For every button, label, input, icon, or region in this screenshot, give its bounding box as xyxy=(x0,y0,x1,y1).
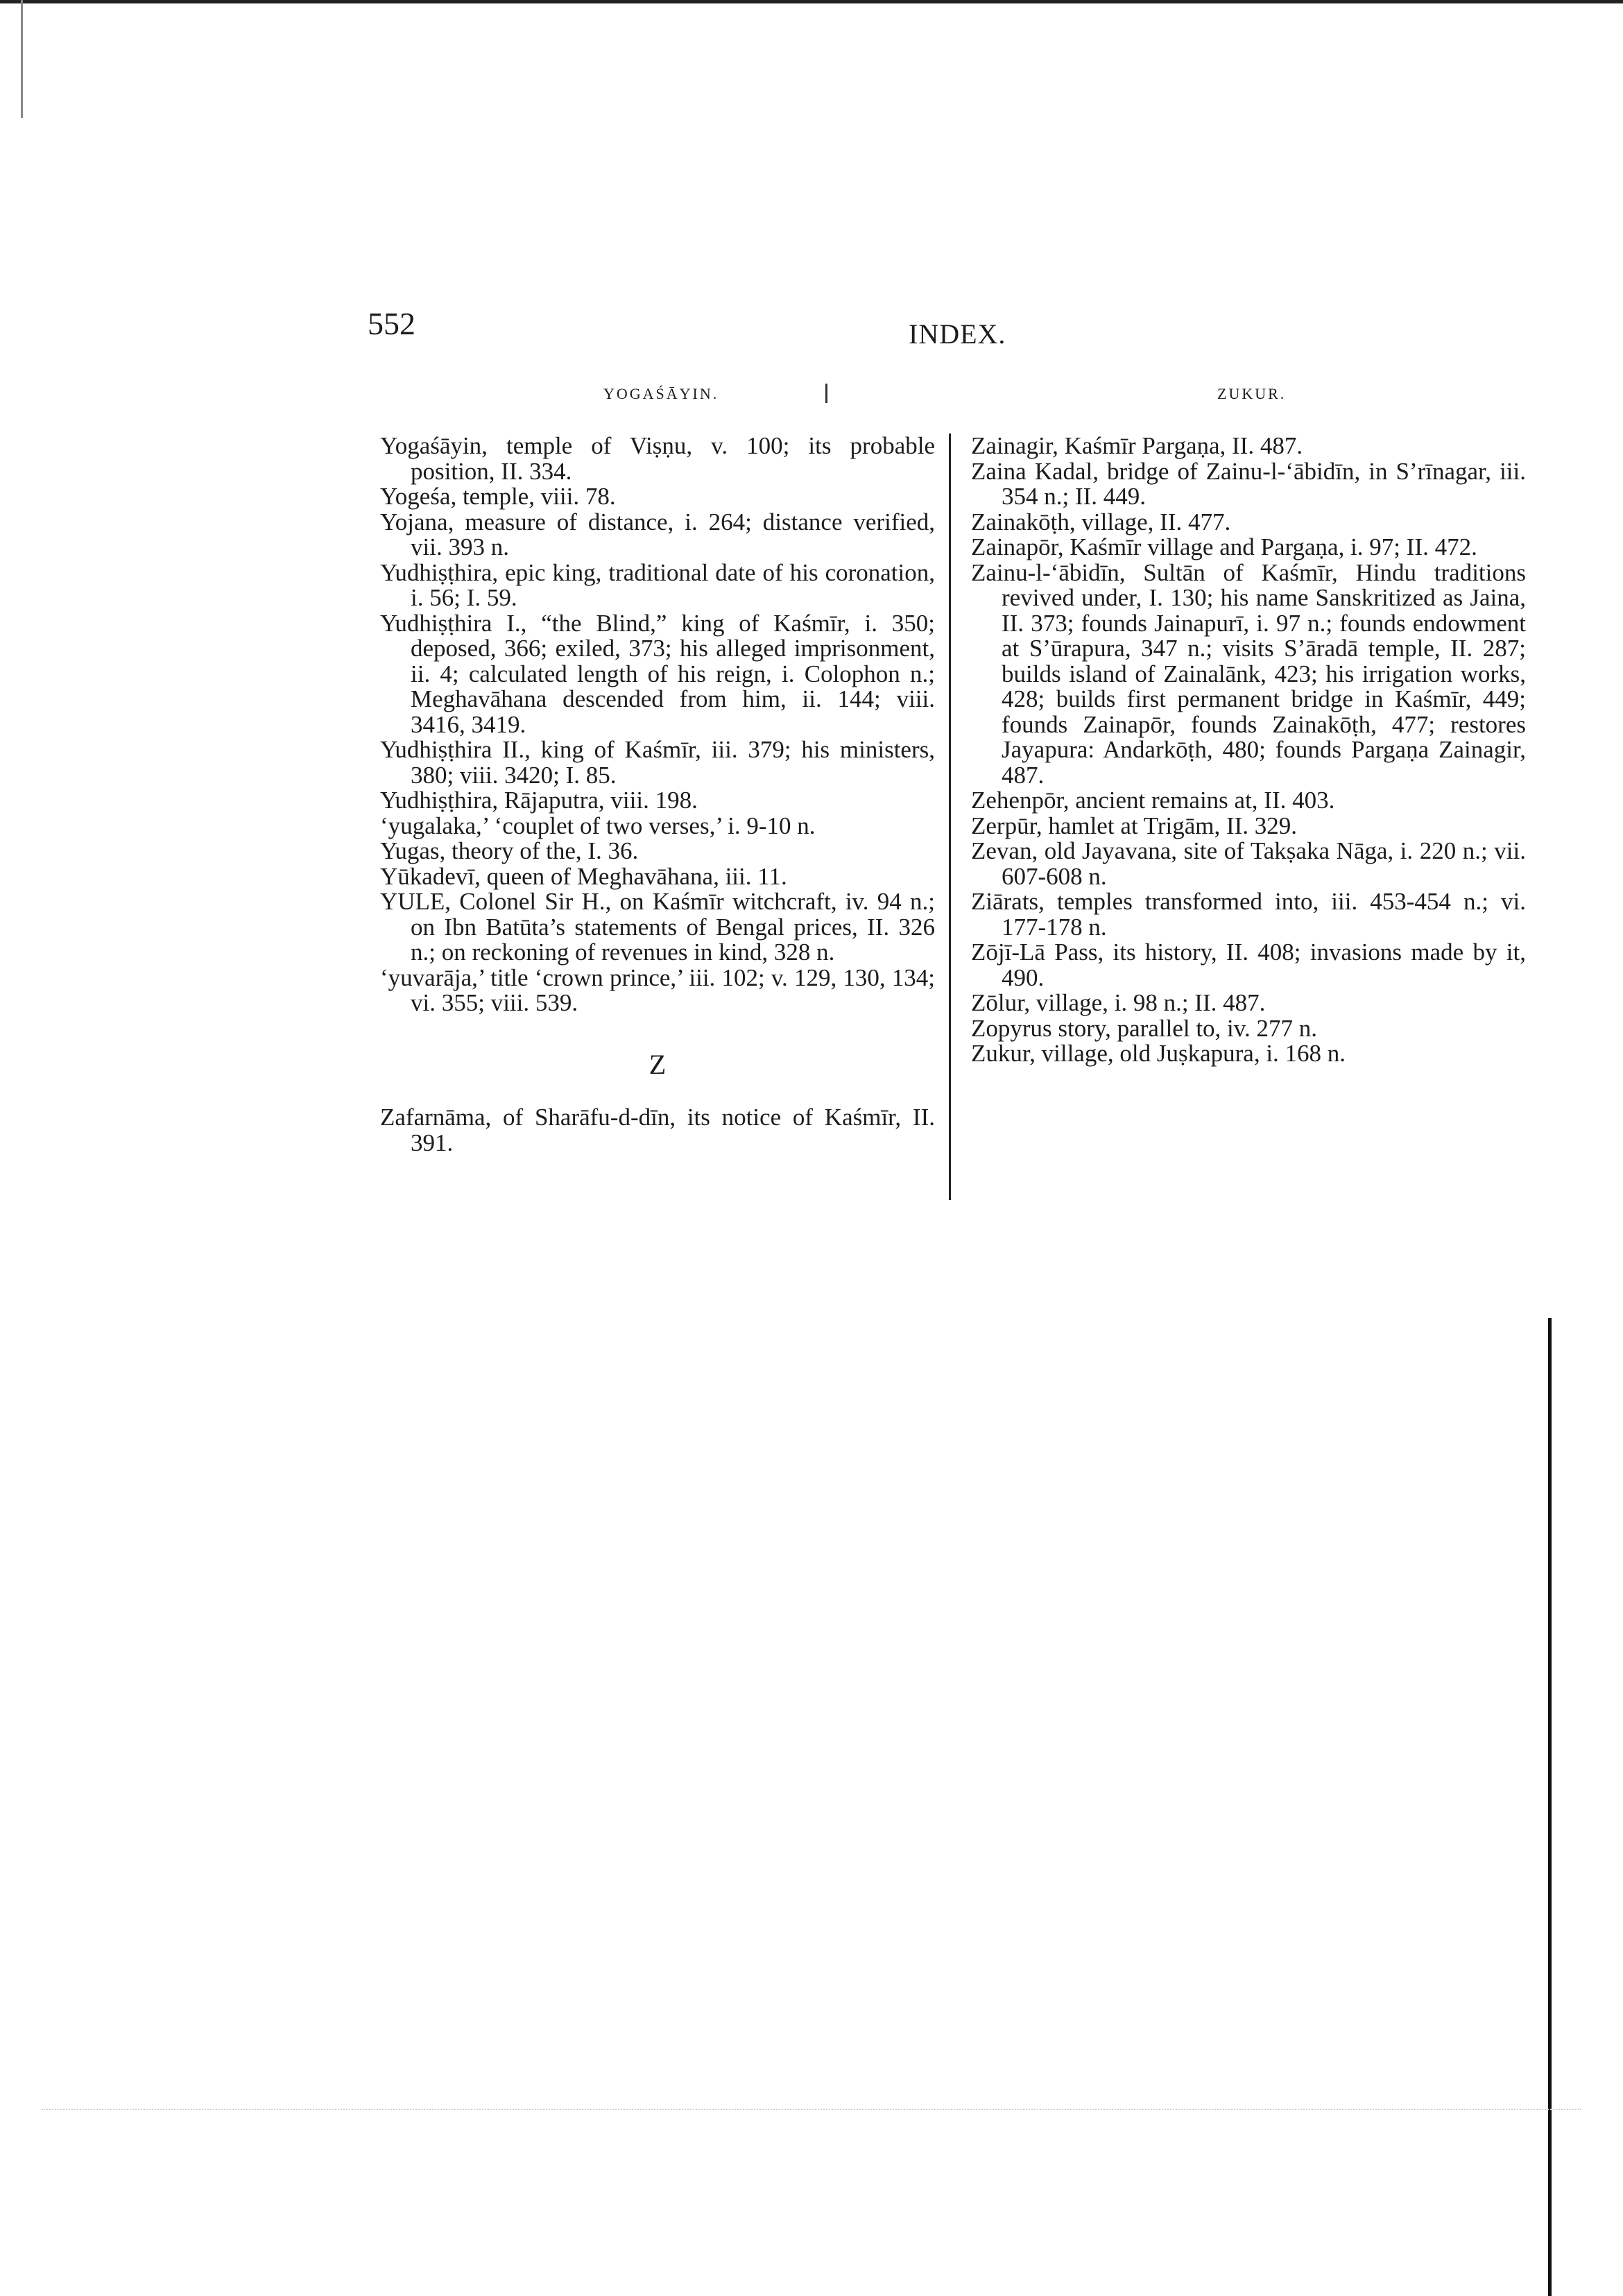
scan-margin-line xyxy=(21,0,23,118)
index-entry: YULE, Colonel Sir H., on Kaśmīr witchcraft, iv. 94 n.; on Ibn Batūta’s statements of Bengal prices, II. 326 n.; on reckoning of revenues in kind, 328 n. xyxy=(380,888,935,966)
page-number: 552 xyxy=(368,306,415,341)
index-entry: Zainapōr, Kaśmīr village and Pargaṇa, i. 97; II. 472. xyxy=(971,533,1477,560)
index-entry: Yudhiṣṭhira II., king of Kaśmīr, iii. 379; his ministers, 380; viii. 3420; I. 85. xyxy=(380,736,935,789)
scan-margin-line xyxy=(1548,1318,1552,2296)
index-entry: Yudhiṣṭhira, Rājaputra, viii. 198. xyxy=(380,787,698,814)
column-head-tick xyxy=(825,384,827,403)
index-entry: Zaina Kadal, bridge of Zainu-l-‘ābidīn, in S’rīnagar, iii. 354 n.; II. 449. xyxy=(971,457,1526,510)
index-entry: Zukur, village, old Juṣkapura, i. 168 n. xyxy=(971,1040,1346,1067)
left-column-head: YOGAŚĀYIN. xyxy=(603,385,719,402)
index-entry: ‘yugalaka,’ ‘couplet of two verses,’ i. 9-10 n. xyxy=(380,812,816,839)
index-entry: Yogeśa, temple, viii. 78. xyxy=(380,483,616,510)
right-column-head: ZUKUR. xyxy=(1217,385,1287,402)
index-entry: Yudhiṣṭhira, epic king, traditional date of his coronation, i. 56; I. 59. xyxy=(380,558,935,611)
index-entry: Yugas, theory of the, I. 36. xyxy=(380,837,639,864)
index-entry: ‘yuvarāja,’ title ‘crown prince,’ iii. 102; v. 129, 130, 134; vi. 355; viii. 539. xyxy=(380,963,935,1016)
index-entry: Zevan, old Jayavana, site of Takṣaka Nāga, i. 220 n.; vii. 607-608 n. xyxy=(971,837,1526,890)
faint-dotted-rule xyxy=(42,2109,1581,2110)
index-entry: Zōjī-Lā Pass, its history, II. 408; invasions made by it, 490. xyxy=(971,939,1526,991)
index-entry: Yūkadevī, queen of Meghavāhana, iii. 11. xyxy=(380,862,787,890)
index-entry: Yojana, measure of distance, i. 264; distance verified, vii. 393 n. xyxy=(380,508,935,560)
index-entry: Zerpūr, hamlet at Trigām, II. 329. xyxy=(971,812,1298,839)
page-top-edge xyxy=(0,0,1623,3)
left-column xyxy=(380,434,935,1156)
index-entry: Zainagir, Kaśmīr Pargaṇa, II. 487. xyxy=(971,432,1303,459)
index-entry: Yudhiṣṭhira I., “the Blind,” king of Kaśmīr, i. 350; deposed, 366; exiled, 373; his alleged imprisonment, ii. 4; calculated length of his reign, i. Colophon n.; Meghavāhana descended from him, ii. 144; viii. 3416, 3419. xyxy=(380,609,935,738)
column-divider xyxy=(949,434,951,1200)
index-entry: Yogaśāyin, temple of Viṣṇu, v. 100; its probable position, II. 334. xyxy=(380,432,935,485)
index-entry: Zafarnāma, of Sharāfu-d-dīn, its notice of Kaśmīr, II. 391. xyxy=(380,1104,935,1156)
index-entry: Zopyrus story, parallel to, iv. 277 n. xyxy=(971,1014,1317,1042)
index-entry: Ziārats, temples transformed into, iii. 453-454 n.; vi. 177-178 n. xyxy=(971,888,1526,941)
index-entry: Zōlur, village, i. 98 n.; II. 487. xyxy=(971,989,1266,1016)
running-title: INDEX. xyxy=(909,318,1006,350)
right-column xyxy=(971,434,1526,1067)
index-entry: Zainakōṭh, village, II. 477. xyxy=(971,508,1231,536)
index-entry: Zainu-l-‘ābidīn, Sultān of Kaśmīr, Hindu traditions revived under, I. 130; his name Sanskritized as Jaina, II. 373; founds Jainapurī, i. 97 n.; founds endowment at S’ūrapura, 347 n.; visits S’āradā temple, II. 287; builds island of Zainalānk, 423; his irrigation works, 428; builds first permanent bridge in Kaśmīr, 449; founds Zainapōr, founds Zainakōṭh, 477; restores Jayapura: Andarkōṭh, 480; founds Pargaṇa Zainagir, 487. xyxy=(971,558,1526,789)
section-letter: Z xyxy=(649,1048,667,1080)
index-entry: Zehenpōr, ancient remains at, II. 403. xyxy=(971,787,1335,814)
